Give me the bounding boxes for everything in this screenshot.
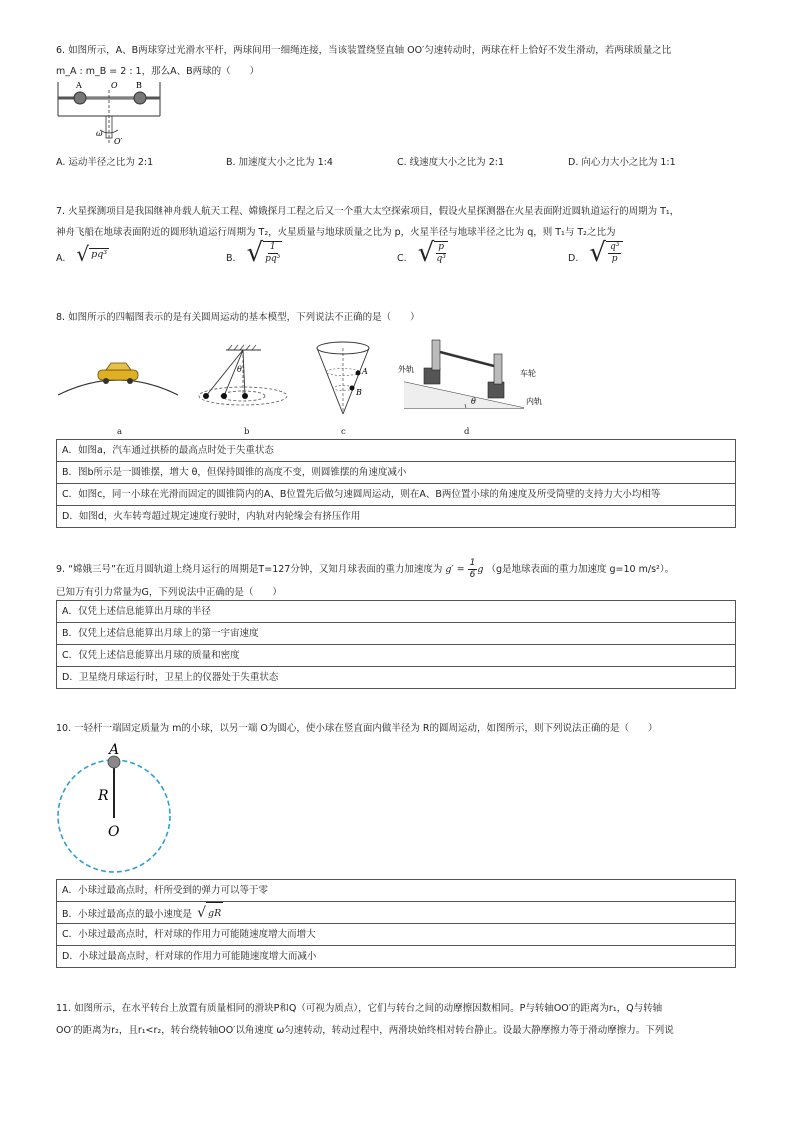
- q8-fig-label-a: a: [117, 427, 123, 437]
- q6-label-omega: ω: [96, 129, 103, 138]
- q9-option-b[interactable]: B．仅凭上述信息能算出月球上的第一宇宙速度: [57, 623, 735, 645]
- q7-option-a-label: A.: [56, 253, 66, 264]
- q7-option-a[interactable]: A. √ pq³: [56, 242, 108, 266]
- q8-label-b: B: [356, 388, 362, 397]
- q10-option-b-sqrt: gR: [206, 902, 223, 924]
- q11-stem-line2: OO′的距离为r₂，且r₁<r₂，转台绕转轴OO′以角速度 ω匀速转动，转动过程中，两滑块始终相对转台静止。设最大静摩擦力等于滑动摩擦力。下列说: [56, 1025, 674, 1036]
- q8-option-b[interactable]: B．图b所示是一圆锥摆，增大 θ，但保持圆锥的高度不变，则圆锥摆的角速度减小: [57, 462, 735, 484]
- q9-stem-part2: （g是地球表面的重力加速度 g=10 m/s²）。: [486, 564, 675, 575]
- q10-label-r: R: [98, 788, 109, 804]
- q7-option-d-num: q³: [609, 242, 620, 252]
- q6-label-o-prime: O′: [114, 137, 123, 146]
- q8-figure-a: [56, 355, 181, 405]
- q10-label-o: O: [108, 824, 120, 840]
- q7-option-c-den: q³: [436, 254, 446, 264]
- q10-option-c[interactable]: C．小球过最高点时，杆对球的作用力可能随速度增大而增大: [57, 924, 735, 946]
- q8-label-outer: 外轨: [398, 365, 414, 374]
- q9-option-d[interactable]: D．卫星绕月球运行时，卫星上的仪器处于失重状态: [62, 672, 279, 683]
- q10-option-b[interactable]: B．小球过最高点的最小速度是 √ gR: [57, 902, 735, 924]
- q7-option-d-label: D.: [568, 253, 579, 264]
- q8-options-table: [56, 439, 736, 528]
- q7-option-d-den: p: [611, 254, 618, 264]
- q8-car-cabin: [106, 363, 131, 370]
- q9-stem-line2: 已知万有引力常量为G，下列说法中正确的是（ ）: [56, 587, 282, 598]
- q6-option-c[interactable]: C. 线速度大小之比为 2:1: [397, 157, 504, 168]
- q7-option-c-label: C.: [397, 253, 407, 264]
- q7-option-b-num: 1: [269, 242, 276, 252]
- q9-stem-part1: 9. “嫦娥三号”在近月圆轨道上绕月运行的周期是T=127分钟，又知月球表面的重力加速度为: [56, 564, 443, 575]
- q8-figure-b: [196, 344, 296, 410]
- q8-label-theta-d: θ: [471, 397, 476, 406]
- q9-fraction: $\frac{1}{6}$: [469, 558, 476, 580]
- q8-car-wheel-front: [127, 378, 133, 384]
- q8-label-theta-b: θ: [237, 365, 242, 374]
- q6-ball-a: [74, 92, 86, 104]
- q9-stem-line1: 9. “嫦娥三号”在近月圆轨道上绕月运行的周期是T=127分钟，又知月球表面的重力加速度为 g′ = $\frac{1}{6}$ g （g是地球表面的重力加速度 g=10 m/s²）。: [56, 558, 675, 580]
- q6-ball-b: [134, 92, 146, 104]
- q8-option-a[interactable]: A．如图a，汽车通过拱桥的最高点时处于失重状态: [57, 440, 735, 462]
- q6-option-a[interactable]: A. 运动半径之比为 2:1: [56, 157, 154, 168]
- q10-option-d[interactable]: D．小球过最高点时，杆对球的作用力可能随速度增大而减小: [62, 951, 317, 962]
- q7-option-c-num: p: [438, 242, 445, 252]
- q8-option-d[interactable]: D．如图d，火车转弯超过规定速度行驶时，内轨对内轮缘会有挤压作用: [62, 511, 361, 522]
- q9-g-prime: g′ =: [445, 564, 465, 575]
- q8-stem: 8. 如图所示的四幅图表示的是有关圆周运动的基本模型，下列说法不正确的是（ ）: [56, 312, 420, 323]
- q8-car-body: [98, 370, 138, 380]
- q8-label-inner: 内轨: [526, 397, 542, 406]
- q6-stem-line1: 6. 如图所示，A、B两球穿过光滑水平杆，两球间用一细绳连接，当该装置绕竖直轴 OO′匀速转动时，两球在杆上恰好不发生滑动，若两球质量之比: [56, 45, 672, 56]
- q7-option-b[interactable]: B. √ $\frac{1}{\text{pq³}}$: [226, 238, 281, 268]
- q8-bridge-arc: [58, 380, 178, 395]
- q6-label-o: O: [111, 81, 118, 90]
- q8-car-wheel-rear: [103, 378, 109, 384]
- q8-wheel-right: [494, 354, 502, 384]
- q10-option-a[interactable]: A．小球过最高点时，杆所受到的弹力可以等于零: [57, 880, 735, 902]
- q7-option-c[interactable]: C. √ $\frac{p}{\text{q³}}$: [397, 240, 448, 266]
- q6-label-b: B: [136, 81, 142, 90]
- q9-options-table: [56, 600, 736, 689]
- q11-stem-line1: 11. 如图所示，在水平转台上放置有质量相同的滑块P和Q（可视为质点），它们与转台之间的动摩擦因数相同。P与转轴OO′的距离为r₁，Q与转轴: [56, 1003, 663, 1014]
- q8-option-c[interactable]: C．如图c，同一小球在光滑而固定的圆锥筒内的A、B位置先后做匀速圆周运动，则在A、B两位置小球的角速度及所受筒壁的支持力大小均相等: [57, 484, 735, 506]
- q8-bob-2: [221, 393, 227, 399]
- q8-label-a: A: [362, 367, 368, 376]
- q6-option-d[interactable]: D. 向心力大小之比为 1:1: [568, 157, 676, 168]
- q6-label-a: A: [76, 81, 82, 90]
- q7-option-d[interactable]: D. √ $\frac{\text{q³}}{p}$: [568, 240, 623, 266]
- q7-stem-line1: 7. 火星探测项目是我国继神舟载人航天工程、嫦娥探月工程之后又一个重大太空探索项目，假设火星探测器在火星表面附近圆轨道运行的周期为 T₁，: [56, 206, 680, 217]
- q10-label-a: A: [109, 742, 120, 758]
- q10-figure: [56, 740, 172, 876]
- q8-bob-3: [242, 393, 248, 399]
- q10-option-b-text: B．小球过最高点的最小速度是: [62, 909, 193, 920]
- q8-axle: [440, 352, 494, 366]
- q10-stem: 10. 一轻杆一端固定质量为 m的小球，以另一端 O为圆心，使小球在竖直面内做半径为 R的圆周运动，如图所示，则下列说法正确的是（ ）: [56, 723, 658, 734]
- q8-ceiling-hatch: [228, 345, 256, 350]
- q10-options-table: [56, 879, 736, 968]
- q8-figure-c: [313, 340, 373, 418]
- q8-wheel-left: [432, 340, 440, 370]
- q8-fig-label-d: d: [464, 427, 470, 437]
- q9-option-c[interactable]: C．仅凭上述信息能算出月球的质量和密度: [57, 645, 735, 667]
- q7-option-a-expr: pq³: [91, 249, 108, 260]
- q7-option-b-label: B.: [226, 253, 236, 264]
- q7-option-b-den: pq³: [265, 254, 281, 264]
- q8-label-wheel: 车轮: [520, 369, 536, 378]
- q8-cone-ball-a: [356, 371, 361, 376]
- q6-figure: [56, 78, 166, 148]
- q8-bob-1: [203, 393, 209, 399]
- q6-stem-line2: m_A : m_B = 2 : 1，那么A、B两球的（ ）: [56, 66, 260, 77]
- q8-inner-rail-block: [488, 382, 504, 398]
- q8-fig-label-c: c: [341, 427, 346, 437]
- q8-figure-d: [396, 332, 556, 412]
- q6-option-b[interactable]: B. 加速度大小之比为 1:4: [226, 157, 333, 168]
- q8-cone-right: [343, 348, 369, 414]
- q8-cone-ball-b: [350, 386, 355, 391]
- q9-option-a[interactable]: A．仅凭上述信息能算出月球的半径: [57, 601, 735, 623]
- q8-fig-label-b: b: [244, 427, 250, 437]
- q7-stem-line2: 神舟飞船在地球表面附近的圆形轨道运行周期为 T₂，火星质量与地球质量之比为 p，火星半径与地球半径之比为 q，则 T₁与 T₂之比为: [56, 227, 616, 238]
- q8-outer-rail-block: [424, 368, 440, 384]
- q8-cone-left: [317, 348, 343, 414]
